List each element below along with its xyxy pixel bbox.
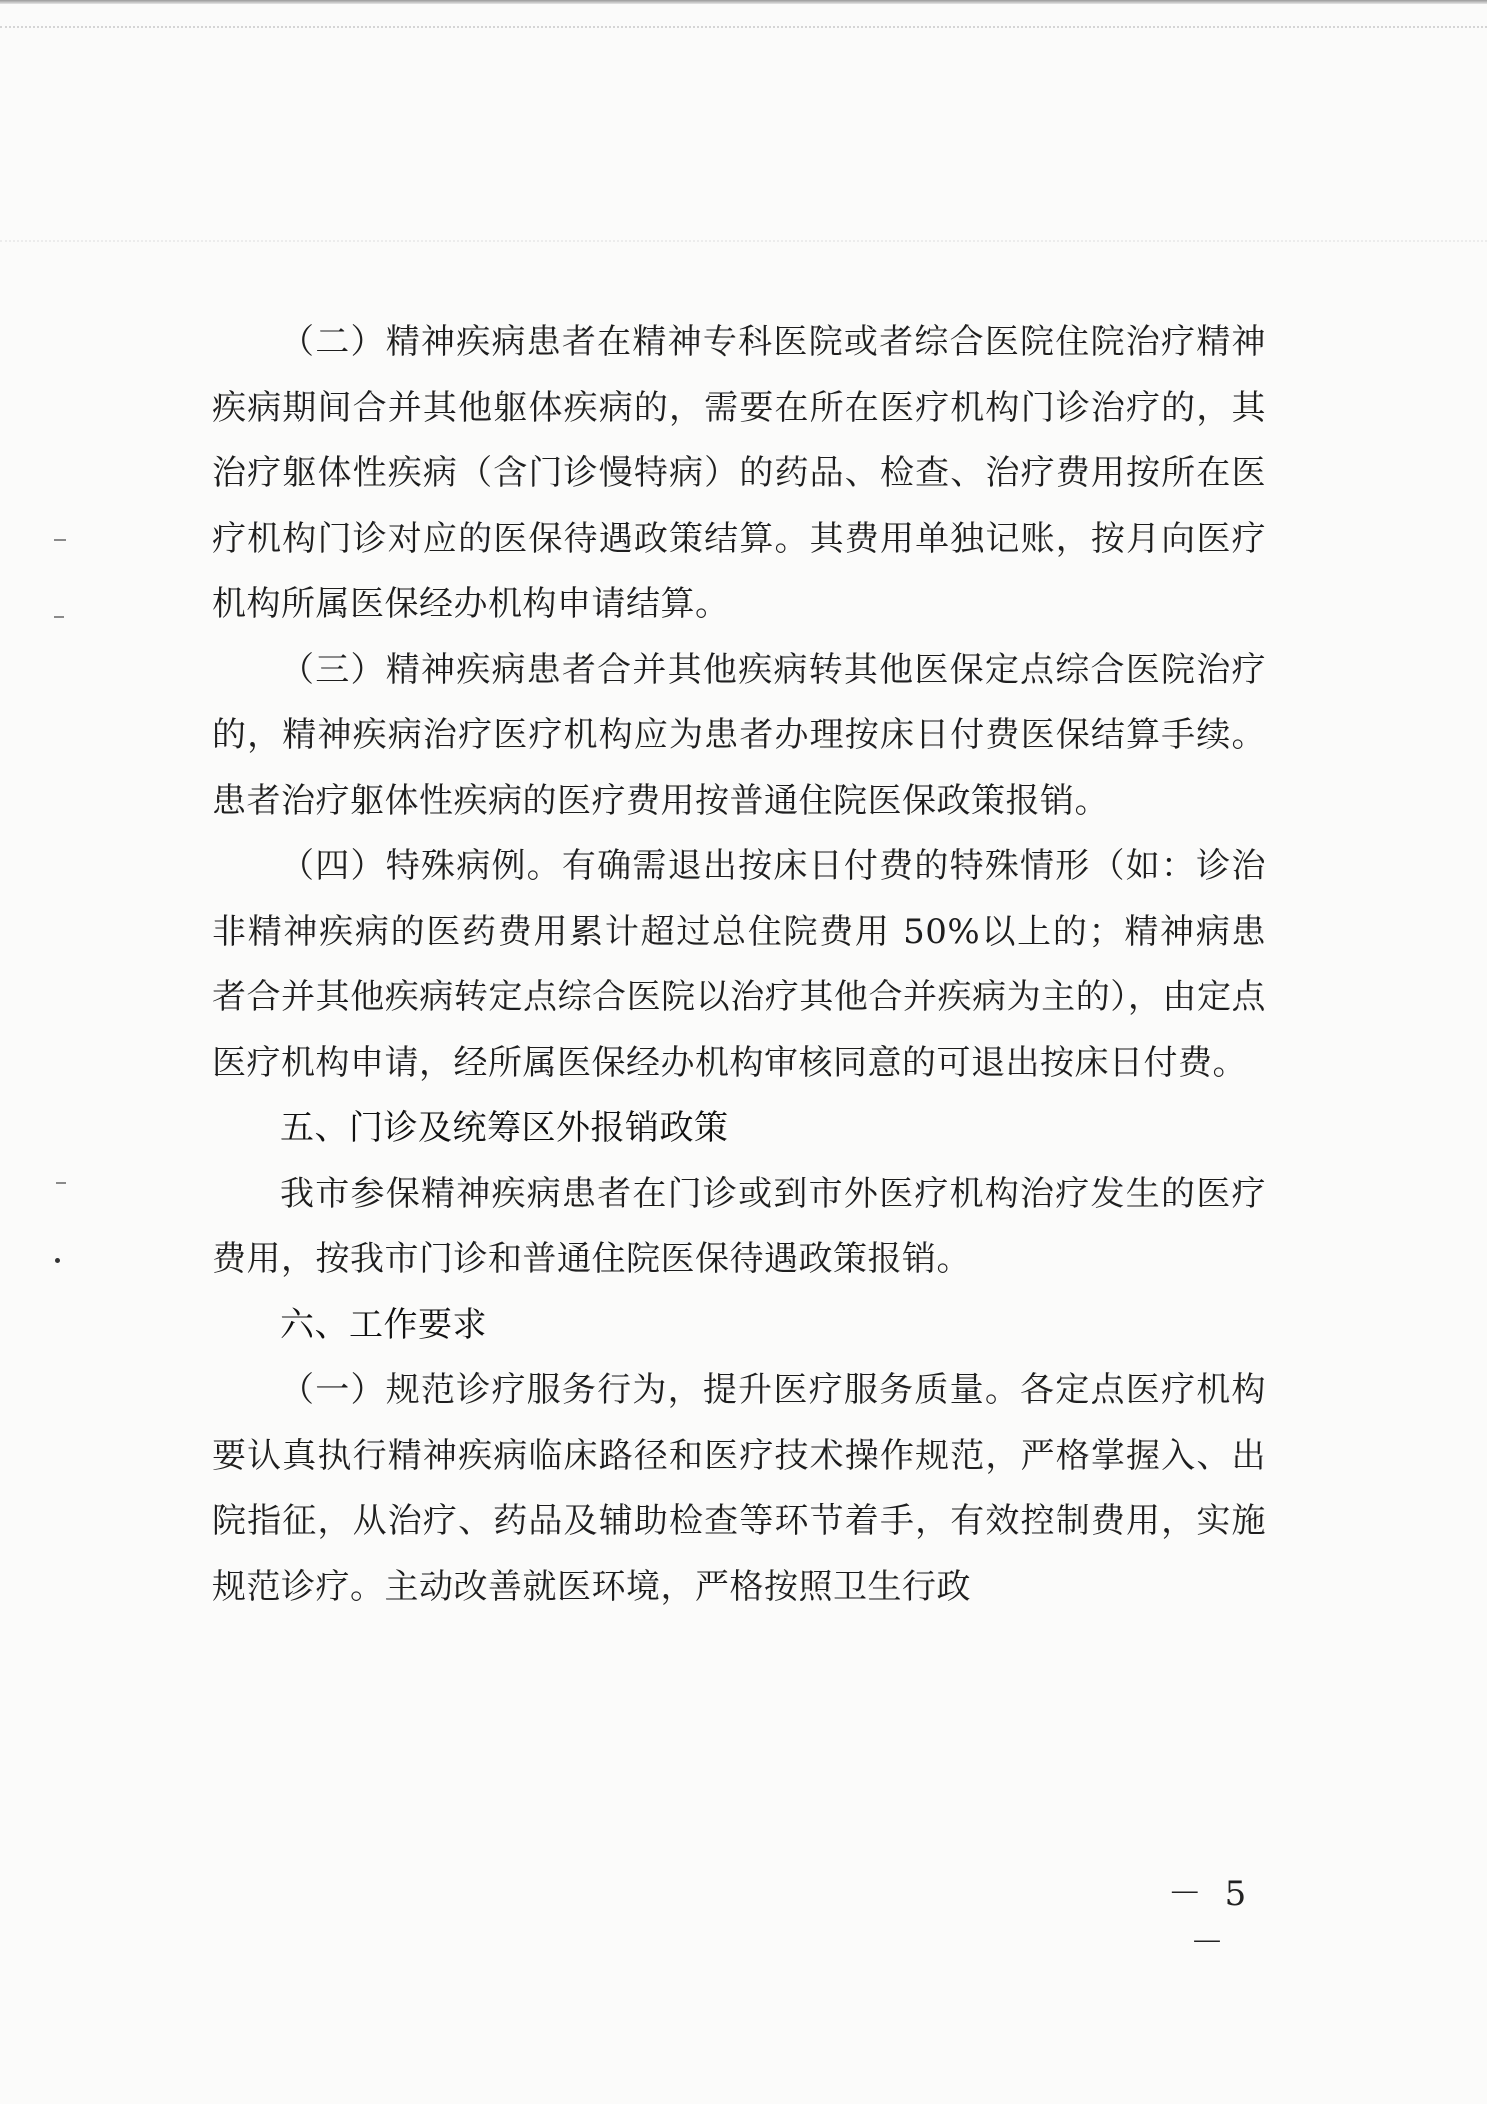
scan-artifact-mark bbox=[54, 539, 66, 541]
paragraph: （一）规范诊疗服务行为，提升医疗服务质量。各定点医疗机构要认真执行精神疾病临床路径和医疗技术操作规范，严格掌握入、出院指征，从治疗、药品及辅助检查等环节着手，有效控制费用，实施规范诊疗。主动改善就医环境，严格按照卫生行政 bbox=[212, 1370, 1266, 1607]
scan-artifact-dot bbox=[55, 1258, 60, 1263]
scan-artifact-line bbox=[0, 240, 1487, 242]
section-heading: 六、工作要求 bbox=[280, 1304, 487, 1345]
document-body bbox=[212, 310, 1266, 1620]
page-number: － 5 － bbox=[1167, 1874, 1253, 1963]
paragraph: 我市参保精神疾病患者在门诊或到市外医疗机构治疗发生的医疗费用，按我市门诊和普通住院医保待遇政策报销。 bbox=[212, 1173, 1266, 1279]
section-heading: 五、门诊及统筹区外报销政策 bbox=[280, 1108, 729, 1148]
paragraph: （二）精神疾病患者在精神专科医院或者综合医院住院治疗精神疾病期间合并其他躯体疾病的，需要在所在医疗机构门诊治疗的，其治疗躯体性疾病（含门诊慢特病）的药品、检查、治疗费用按所在医疗机构门诊对应的医保待遇政策结算。其费用单独记账，按月向医疗机构所属医保经办机构申请结算。 bbox=[212, 322, 1266, 624]
scan-artifact-mark bbox=[56, 1182, 66, 1184]
paragraph: （四）特殊病例。有确需退出按床日付费的特殊情形（如：诊治非精神疾病的医药费用累计超过总住院费用 50%以上的；精神病患者合并其他疾病转定点综合医院以治疗其他合并疾病为主的），由定点医疗机构申请，经所属医保经办机构审核同意的可退出按床日付费。 bbox=[212, 846, 1266, 1083]
scan-artifact-mark bbox=[54, 616, 64, 618]
scan-artifact-line bbox=[0, 26, 1487, 28]
paragraph: （三）精神疾病患者合并其他疾病转其他医保定点综合医院治疗的，精神疾病治疗医疗机构应为患者办理按床日付费医保结算手续。患者治疗躯体性疾病的医疗费用按普通住院医保政策报销。 bbox=[212, 649, 1266, 821]
scan-edge bbox=[0, 0, 1487, 4]
